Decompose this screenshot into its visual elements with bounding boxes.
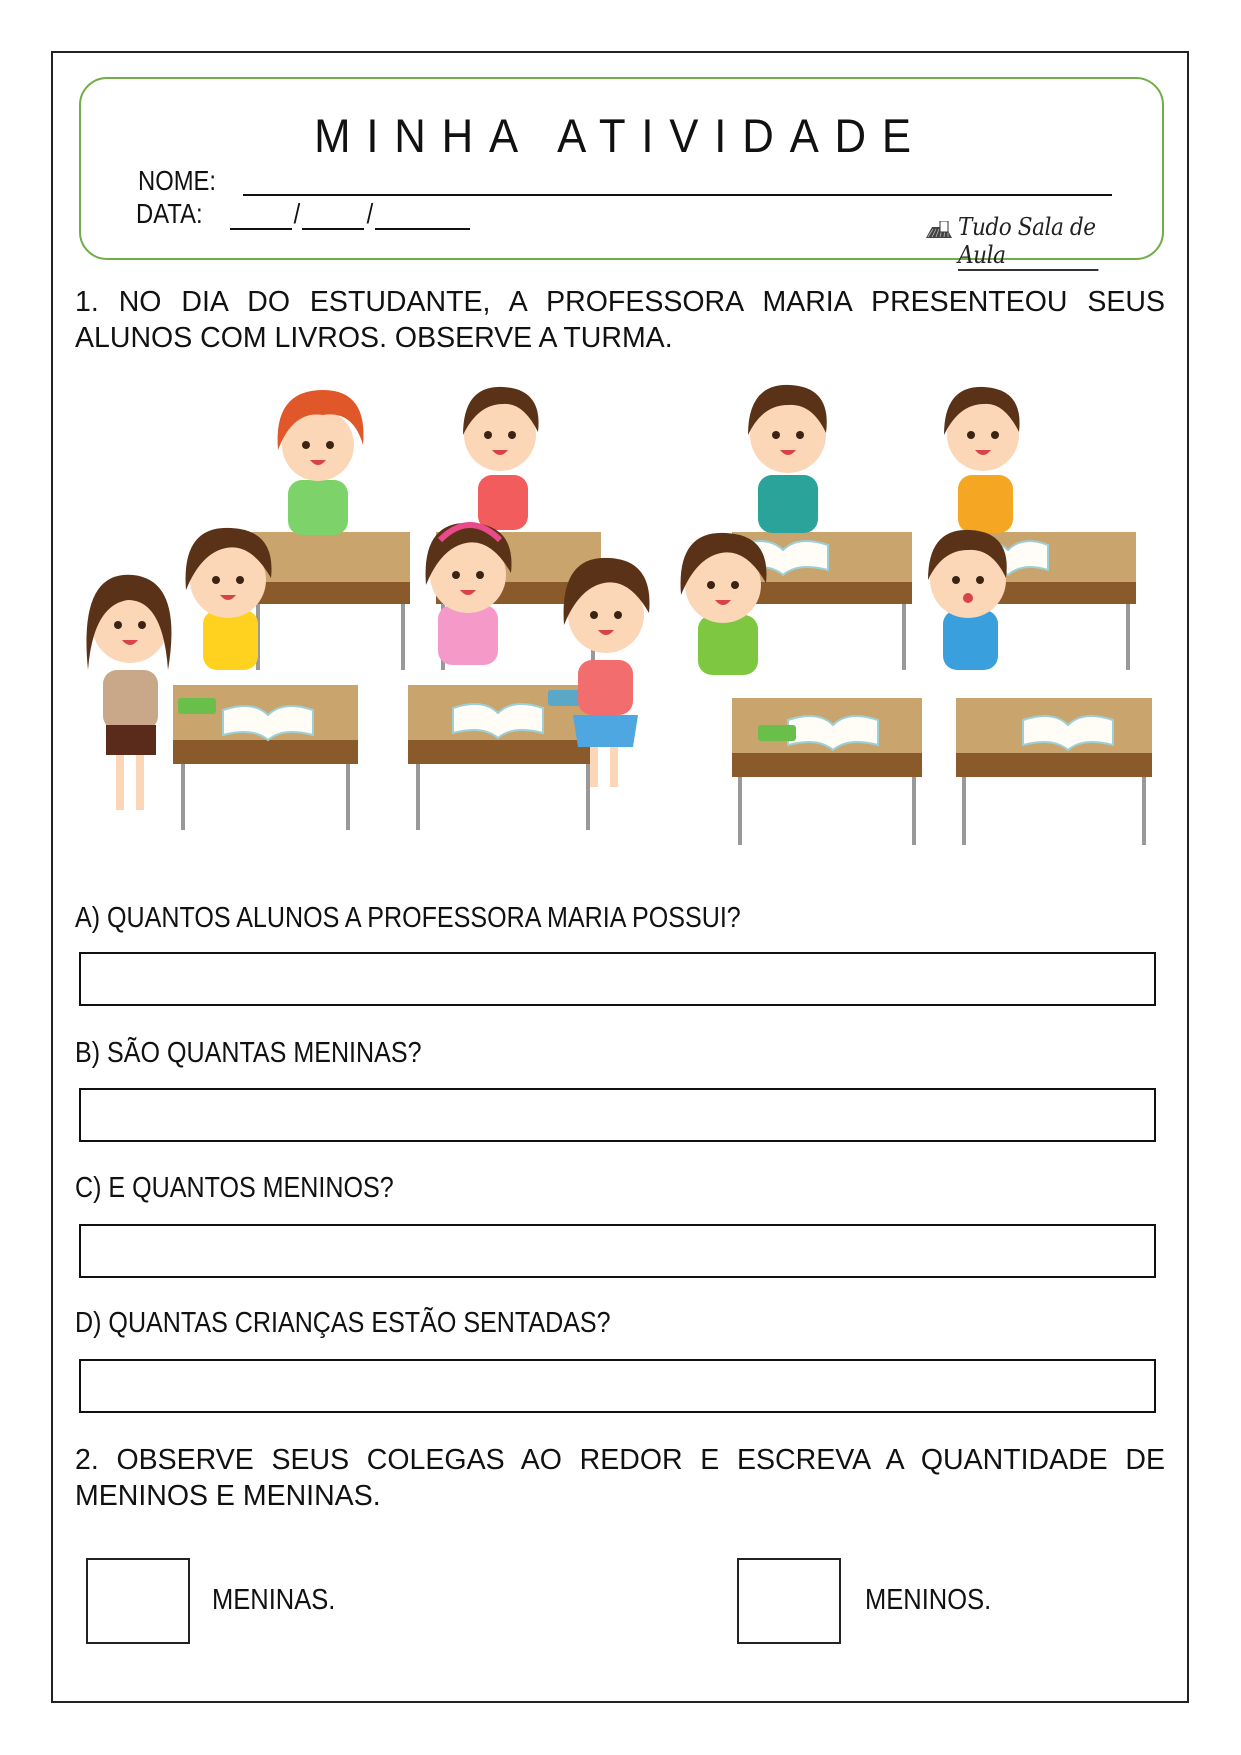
page-title: MINHA ATIVIDADE (314, 109, 927, 162)
question-2-text: 2. OBSERVE SEUS COLEGAS AO REDOR E ESCREVA A QUANTIDADE DE MENINOS E MENINAS. (75, 1444, 1165, 1512)
question-1-text: 1. NO DIA DO ESTUDANTE, A PROFESSORA MARIA PRESENTEOU SEUS ALUNOS COM LIVROS. OBSERVE A TURMA. (75, 286, 1165, 354)
boys-label: MENINOS. (865, 1584, 992, 1616)
date-separator: / (293, 198, 301, 229)
answer-b-input[interactable] (79, 1088, 1156, 1142)
answer-a-input[interactable] (79, 952, 1156, 1006)
data-label: DATA: (136, 198, 203, 229)
answer-c-input[interactable] (79, 1224, 1156, 1278)
question-b-label: B) SÃO QUANTAS MENINAS? (75, 1037, 422, 1069)
question-c-label: C) E QUANTOS MENINOS? (75, 1172, 394, 1204)
girls-label: MENINAS. (212, 1584, 336, 1616)
girls-count-input[interactable] (86, 1558, 190, 1644)
boys-count-input[interactable] (737, 1558, 841, 1644)
question-a-label: A) QUANTOS ALUNOS A PROFESSORA MARIA POSSUI? (75, 902, 741, 934)
date-day-line[interactable] (230, 228, 292, 230)
date-month-line[interactable] (302, 228, 364, 230)
date-year-line[interactable] (375, 228, 470, 230)
date-separator: / (366, 198, 374, 229)
brand-name: Tudo Sala de Aula (958, 213, 1098, 271)
answer-d-input[interactable] (79, 1359, 1156, 1413)
brand-logo (924, 213, 1114, 269)
nome-label: NOME: (138, 165, 217, 196)
nome-input-line[interactable] (243, 194, 1112, 196)
classroom-illustration (78, 380, 1168, 870)
book-logo-icon (924, 221, 954, 239)
question-d-label: D) QUANTAS CRIANÇAS ESTÃO SENTADAS? (75, 1307, 611, 1339)
